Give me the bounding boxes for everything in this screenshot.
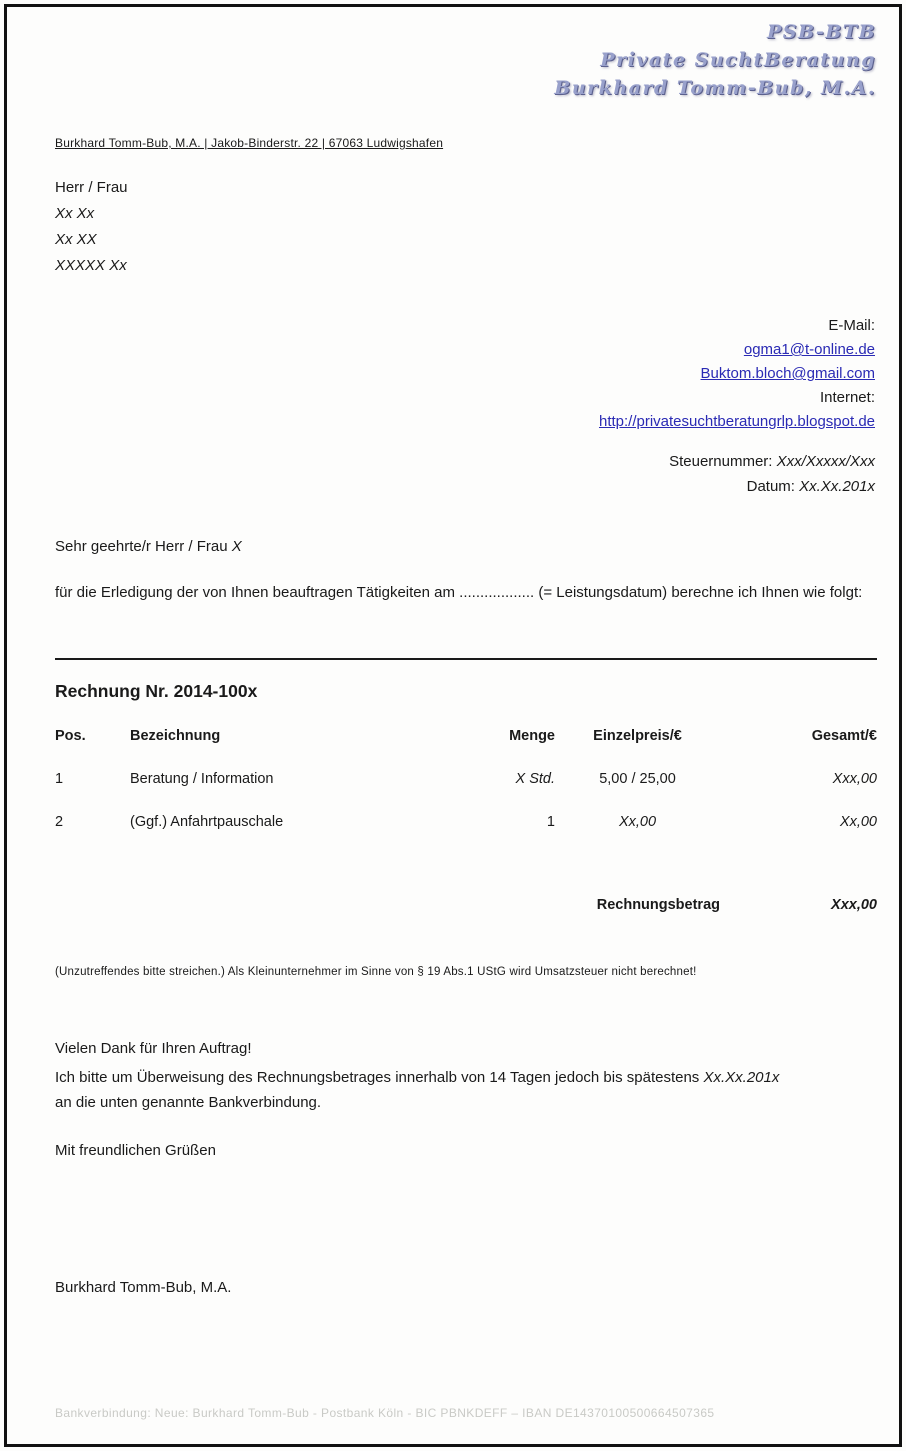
cell-total: Xxx,00 [832,771,877,787]
cell-pos: 2 [55,814,64,830]
payment-line-2: an die unten genannte Bankverbindung. [55,1094,322,1111]
sender-address-line: Burkhard Tomm-Bub, M.A. | Jakob-Binderstr. 22 | 67063 Ludwigshafen [55,136,444,150]
header-description: Bezeichnung [130,728,221,744]
signature-name: Burkhard Tomm-Bub, M.A. [55,1279,232,1296]
invoice-title: Rechnung Nr. 2014-100x [55,681,258,701]
cell-description: (Ggf.) Anfahrtpauschale [130,814,284,830]
email-link-2[interactable]: Buktom.bloch@gmail.com [700,365,875,382]
page-border [4,4,902,1447]
website-link[interactable]: http://privatesuchtberatungrlp.blogspot.de [598,413,875,430]
greeting-text: Sehr geehrte/r Herr / Frau [55,538,232,555]
cell-quantity: X Std. [515,771,555,787]
regards-line: Mit freundlichen Grüßen [55,1142,216,1159]
email-label: E-Mail: [828,317,875,334]
cell-total: Xx,00 [839,814,877,830]
thanks-line: Vielen Dank für Ihren Auftrag! [55,1040,252,1057]
cell-unit-price: 5,00 / 25,00 [599,771,676,787]
header-total: Gesamt/€ [811,728,877,744]
email-link-1[interactable]: ogma1@t-online.de [743,341,875,358]
tax-number-line [669,449,875,474]
table-header-row [55,728,877,744]
invoice-table [55,728,877,913]
header-unit-price: Einzelpreis/€ [593,728,682,744]
bank-details-footer: Bankverbindung: Neue: Burkhard Tomm-Bub - Postbank Köln - BIC PBNKDEFF – IBAN DE14370100500664507365 [55,1406,715,1420]
recipient-line-3: XXXXX Xx [55,257,127,274]
internet-label: Internet: [819,389,875,406]
payment-text: Ich bitte um Überweisung des Rechnungsbetrages innerhalb von 14 Tagen jedoch bis spätestens [55,1069,704,1086]
company-logo [554,18,876,102]
cell-pos: 1 [55,771,64,787]
recipient-line-1: Xx Xx [55,205,95,222]
tax-note: (Unzutreffendes bitte streichen.) Als Kleinunternehmer im Sinne von § 19 Abs.1 UStG wird Umsatzsteuer nicht berechnet! [55,966,697,978]
invoice-total-value: Xxx,00 [831,897,877,913]
contact-block [599,314,875,434]
cell-quantity: 1 [546,814,555,830]
recipient-line-2: Xx XX [55,231,97,248]
table-row [55,771,877,787]
greeting-placeholder: X [231,538,242,555]
logo-line-3: Burkhard Tomm-Bub, M.A. [554,77,876,99]
recipient-block [55,175,128,279]
meta-block [669,449,875,499]
section-divider [55,658,877,660]
header-quantity: Menge [509,728,555,744]
tax-number-value: Xxx/Xxxxx/Xxx [776,453,875,470]
payment-line-1 [55,1065,877,1090]
date-label: Datum: [746,478,800,495]
intro-paragraph: für die Erledigung der von Ihnen beauftragen Tätigkeiten am .................. (= Leistungsdatum) berechne ich Ihnen wie folgt: [55,584,863,601]
cell-unit-price: Xx,00 [618,814,657,830]
greeting-line [55,538,242,555]
logo-line-1: PSB-BTB [766,21,876,43]
cell-description: Beratung / Information [130,771,274,787]
date-line [669,474,875,499]
payment-deadline-date: Xx.Xx.201x [703,1069,780,1086]
header-pos: Pos. [55,728,86,744]
invoice-total-row [55,897,877,913]
logo-line-2: Private SuchtBeratung [600,49,876,71]
table-row [55,814,877,830]
recipient-salutation: Herr / Frau [55,179,128,196]
tax-number-label: Steuernummer: [669,453,777,470]
invoice-total-label: Rechnungsbetrag [596,897,720,913]
date-value: Xx.Xx.201x [799,478,875,495]
payment-instructions [55,1065,877,1115]
